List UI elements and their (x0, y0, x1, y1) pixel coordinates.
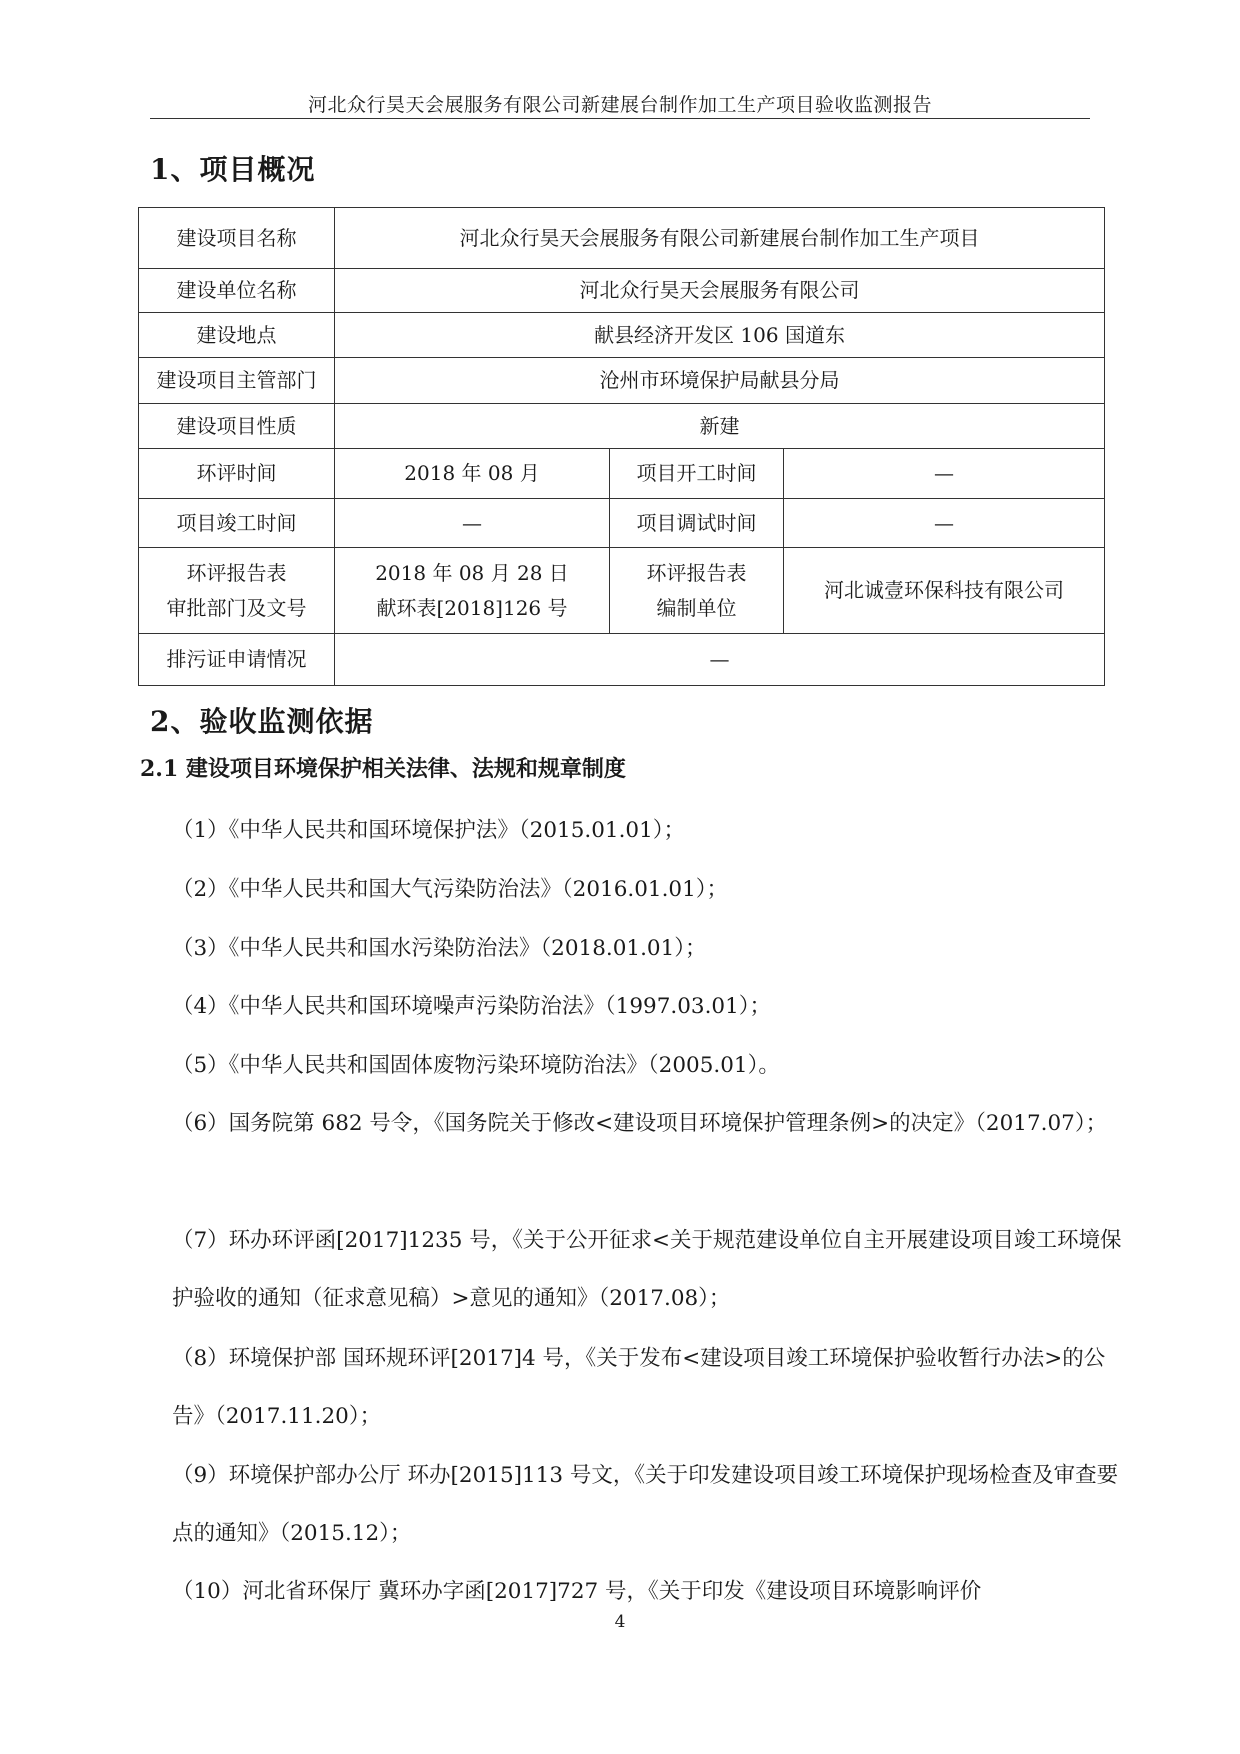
authority-label: 建设项目主管部门 (139, 358, 335, 404)
list-item: （9）环境保护部办公厅 环办[2015]113 号文，《关于印发建设项目竣工环境保护现场检查及审查要点的通知》（2015.12）； (172, 1463, 1119, 1546)
table-row (139, 499, 1105, 548)
table-row (139, 548, 1105, 634)
list-item: （6）国务院第 682 号令，《国务院关于修改<建设项目环境保护管理条例>的决定》（2017.07）； (172, 1111, 1108, 1136)
section-1-title: 1、项目概况 (150, 153, 316, 186)
permit-value: — (335, 634, 1105, 686)
unit-label: 建设单位名称 (139, 269, 335, 313)
permit-label: 排污证申请情况 (139, 634, 335, 686)
nature-label: 建设项目性质 (139, 404, 335, 449)
project-name-value: 河北众行昊天会展服务有限公司新建展台制作加工生产项目 (335, 208, 1105, 269)
nature-value: 新建 (335, 404, 1105, 449)
debug-time-value: — (784, 499, 1105, 548)
compiler-label-line-1: 环评报告表 (646, 560, 747, 585)
approval-doc-number: 献环表[2018]126 号 (376, 595, 568, 620)
compiler-label (610, 548, 784, 634)
eia-time-value: 2018 年 08 月 (335, 449, 610, 499)
start-time-label: 项目开工时间 (610, 449, 784, 499)
table-row (139, 449, 1105, 499)
list-item: （4）《中华人民共和国环境噪声污染防治法》（1997.03.01）； (172, 994, 772, 1019)
table-row (139, 358, 1105, 404)
complete-time-label: 项目竣工时间 (139, 499, 335, 548)
header-divider (150, 118, 1090, 119)
project-overview-table (138, 207, 1105, 686)
section-2-1-subtitle: 2.1 建设项目环境保护相关法律、法规和规章制度 (140, 756, 626, 782)
unit-value: 河北众行昊天会展服务有限公司 (335, 269, 1105, 313)
page-number: 4 (614, 1612, 626, 1632)
list-item: （1）《中华人民共和国环境保护法》（2015.01.01）； (172, 818, 686, 843)
approval-value (335, 548, 610, 634)
compiler-value: 河北诚壹环保科技有限公司 (784, 548, 1105, 634)
page-header: 河北众行昊天会展服务有限公司新建展台制作加工生产项目验收监测报告 (307, 94, 932, 116)
eia-time-label: 环评时间 (139, 449, 335, 499)
project-name-label: 建设项目名称 (139, 208, 335, 269)
compiler-label-line-2: 编制单位 (656, 595, 737, 620)
section-2-title: 2、验收监测依据 (150, 705, 374, 738)
list-item: （2）《中华人民共和国大气污染防治法》（2016.01.01）； (172, 877, 729, 902)
authority-value: 沧州市环境保护局献县分局 (335, 358, 1105, 404)
list-item: （7）环办环评函[2017]1235 号，《关于公开征求<关于规范建设单位自主开展建设项目竣工环境保护验收的通知（征求意见稿）>意见的通知》（2017.08）； (172, 1228, 1122, 1311)
location-label: 建设地点 (139, 313, 335, 358)
table-row (139, 634, 1105, 686)
table-row (139, 269, 1105, 313)
list-item: （5）《中华人民共和国固体废物污染环境防治法》（2005.01）。 (172, 1053, 780, 1078)
list-item: （8）环境保护部 国环规环评[2017]4 号，《关于发布<建设项目竣工环境保护验收暂行办法>的公告》（2017.11.20）； (172, 1346, 1106, 1429)
complete-time-value: — (335, 499, 610, 548)
start-time-value: — (784, 449, 1105, 499)
table-row (139, 404, 1105, 449)
approval-label (139, 548, 335, 634)
approval-date: 2018 年 08 月 28 日 (375, 560, 569, 585)
table-row (139, 208, 1105, 269)
location-value: 献县经济开发区 106 国道东 (335, 313, 1105, 358)
approval-label-line-2: 审批部门及文号 (166, 595, 307, 620)
list-item: （3）《中华人民共和国水污染防治法》（2018.01.01）； (172, 936, 707, 961)
approval-label-line-1: 环评报告表 (186, 560, 287, 585)
table-row (139, 313, 1105, 358)
list-item: （10）河北省环保厅 冀环办字函[2017]727 号，《关于印发《建设项目环境影响评价 (172, 1579, 982, 1604)
debug-time-label: 项目调试时间 (610, 499, 784, 548)
